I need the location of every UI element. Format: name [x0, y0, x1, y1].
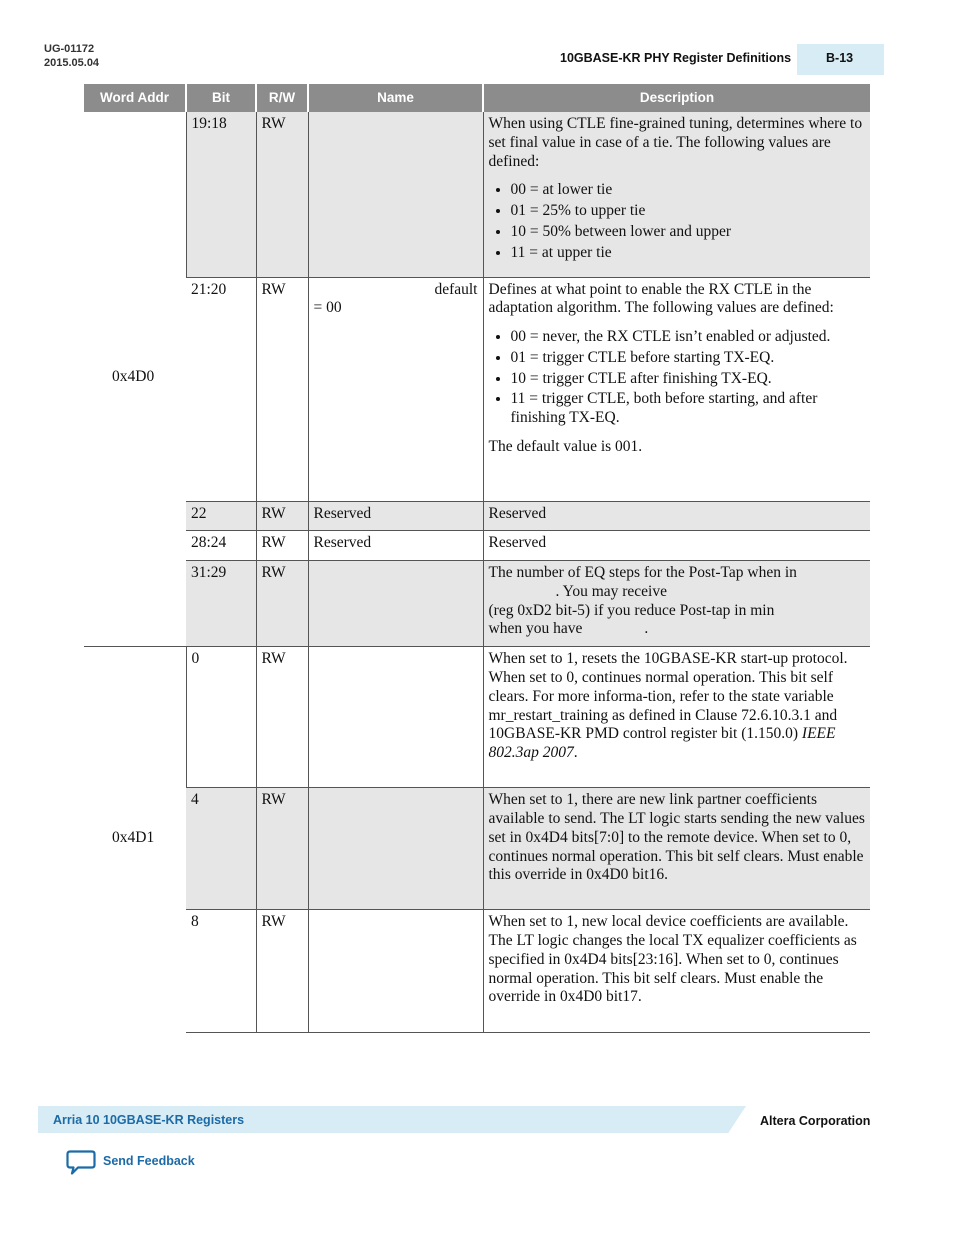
- description-text: Defines at what point to enable the RX CTLE in the adaptation algorithm. The following values are defined:: [488, 280, 834, 317]
- rw-cell: RW: [256, 501, 308, 531]
- table-row: [84, 112, 870, 277]
- list-item: • 01 = trigger CTLE before starting TX-EQ.: [511, 349, 866, 368]
- description-cell: Reserved: [483, 531, 870, 561]
- section-title: 10GBASE-KR PHY Register Definitions: [560, 51, 792, 65]
- name-cell: [308, 910, 483, 1033]
- speech-bubble-icon[interactable]: [66, 1150, 96, 1181]
- description-fragment: .: [644, 620, 649, 638]
- rw-cell: RW: [256, 277, 308, 501]
- name-cell: [308, 277, 483, 501]
- value-list: [489, 181, 866, 262]
- bit-cell: 31:29: [186, 561, 256, 647]
- value-list: [489, 328, 866, 428]
- name-cell: Reserved: [308, 531, 483, 561]
- description-text: When set to 1, resets the 10GBASE-KR start-up protocol. When set to 0, continues normal operation. This bit self clears. For more informa-tion, refer to the state variable mr_restart_training as defined in Clause 72.6.10.3.1 and 10GBASE-KR PMD control register bit (1.150.0): [488, 650, 848, 743]
- page-number: B-13: [826, 51, 854, 65]
- list-item: • 01 = 25% to upper tie: [511, 202, 866, 221]
- description-line: The number of EQ steps for the Post-Tap when in: [488, 564, 797, 582]
- table-row: [84, 561, 870, 647]
- description-line: (reg 0xD2 bit-5) if you reduce Post-tap in min: [488, 601, 775, 619]
- column-header: Bit: [186, 84, 256, 112]
- rw-cell: RW: [256, 531, 308, 561]
- column-header: Name: [308, 84, 483, 112]
- bit-cell: 22: [186, 501, 256, 531]
- doc-number: UG-01172: [44, 43, 95, 55]
- name-cell: [308, 647, 483, 788]
- column-header: R/W: [256, 84, 308, 112]
- default-note: The default value is 001.: [488, 438, 643, 456]
- footer-company: Altera Corporation: [760, 1114, 871, 1128]
- name-cell: [308, 112, 483, 277]
- table-row: [84, 277, 870, 501]
- rw-cell: RW: [256, 647, 308, 788]
- description-text: When using CTLE fine-grained tuning, determines where to set final value in case of a tie. The following values are defined:: [488, 115, 863, 170]
- bit-cell: 0: [186, 647, 256, 788]
- table-row: [84, 788, 870, 910]
- description-cell: When set to 1, new local device coefficients are available. The LT logic changes the local TX equalizer coefficients as specified in 0x4D4 bits[23:16]. When set to 0, continues normal operation. This bit self clears. Must enable the override in 0x4D0 bit17.: [483, 910, 870, 1033]
- table-header-row: [84, 84, 870, 112]
- table-row: [84, 501, 870, 531]
- description-cell: [483, 112, 870, 277]
- bit-cell: 21:20: [186, 277, 256, 501]
- table-row: [84, 531, 870, 561]
- document-id: [44, 42, 99, 70]
- list-item: • 00 = at lower tie: [511, 181, 866, 200]
- name-default-value: = 00: [313, 299, 342, 317]
- list-item: • 00 = never, the RX CTLE isn’t enabled or adjusted.: [511, 328, 866, 347]
- table-row: [84, 910, 870, 1033]
- description-fragment: when you have: [488, 620, 583, 638]
- list-item: • 10 = 50% between lower and upper: [511, 223, 866, 242]
- rw-cell: RW: [256, 788, 308, 910]
- description-end: .: [573, 744, 578, 762]
- send-feedback-link[interactable]: Send Feedback: [103, 1154, 195, 1168]
- description-cell: [483, 277, 870, 501]
- list-item: • 11 = trigger CTLE, both before starting, and after finishing TX-EQ.: [511, 390, 866, 428]
- column-header: Word Addr: [84, 84, 186, 112]
- list-item: • 10 = trigger CTLE after finishing TX-EQ.: [511, 370, 866, 389]
- rw-cell: RW: [256, 561, 308, 647]
- description-cell: Reserved: [483, 501, 870, 531]
- column-header: Description: [483, 84, 870, 112]
- name-cell: Reserved: [308, 501, 483, 531]
- table-row: [84, 647, 870, 788]
- register-table: [84, 84, 870, 1033]
- name-cell: [308, 788, 483, 910]
- description-line: . You may receive: [555, 582, 667, 600]
- bit-cell: 4: [186, 788, 256, 910]
- bit-cell: 19:18: [186, 112, 256, 277]
- bit-cell: 8: [186, 910, 256, 1033]
- bit-cell: 28:24: [186, 531, 256, 561]
- description-line: [489, 620, 866, 639]
- word-address: 0x4D1: [84, 647, 186, 1033]
- rw-cell: RW: [256, 112, 308, 277]
- rw-cell: RW: [256, 910, 308, 1033]
- list-item: • 11 = at upper tie: [511, 244, 866, 263]
- description-cell: [483, 561, 870, 647]
- doc-date: 2015.05.04: [44, 57, 100, 69]
- name-cell: [308, 561, 483, 647]
- name-default-label: default: [434, 280, 478, 298]
- footer-section-link[interactable]: Arria 10 10GBASE-KR Registers: [53, 1113, 245, 1127]
- word-address: 0x4D0: [84, 112, 186, 647]
- description-cell: [483, 647, 870, 788]
- description-cell: When set to 1, there are new link partner coefficients available to send. The LT logic starts sending the new values set in 0x4D4 bits[7:0] to the remote device. When set to 0, continues normal operation. This bit self clears. Must enable this override in 0x4D0 bit16.: [483, 788, 870, 910]
- standard-reference: IEEE 802.3ap 2007: [488, 725, 836, 762]
